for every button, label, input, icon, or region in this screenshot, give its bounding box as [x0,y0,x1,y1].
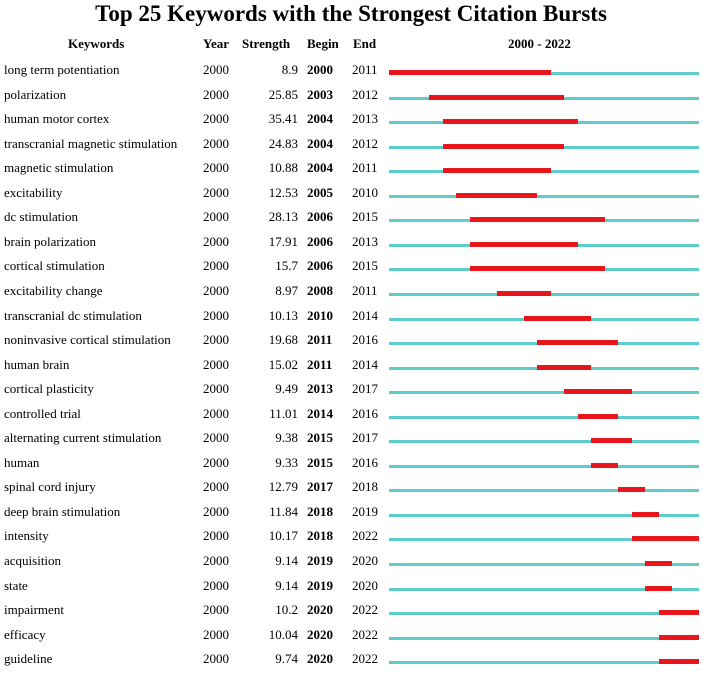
end-cell: 2011 [352,62,378,77]
table-row [0,111,702,135]
strength-cell: 15.02 [268,356,298,372]
begin-cell: 2006 [307,233,333,249]
table-row [0,209,702,233]
timeline-line [389,146,699,149]
keyword-cell: transcranial magnetic stimulation [4,135,178,151]
keyword-cell: dc stimulation [4,209,79,225]
timeline-line [389,465,699,468]
strength-cell: 8.9 [281,62,298,77]
end-cell: 2013 [352,111,378,127]
header-strength: Strength [242,36,291,51]
begin-cell: 2018 [307,528,333,544]
burst-bar [470,242,578,247]
burst-bar [659,659,699,664]
timeline-line [389,416,699,419]
timeline-line [389,514,699,517]
year-cell: 2000 [203,479,229,495]
year-cell: 2000 [203,209,229,225]
burst-bar [659,610,699,615]
table-row [0,406,702,430]
year-cell: 2000 [203,282,229,298]
end-cell: 2022 [352,602,378,618]
burst-bar [456,193,537,198]
keyword-cell: human motor cortex [4,111,110,127]
table-row [0,258,702,282]
burst-bar [470,266,605,271]
year-cell: 2000 [203,626,229,642]
timeline-line [389,121,699,124]
year-cell: 2000 [203,258,229,274]
keyword-cell: acquisition [4,553,62,568]
year-cell: 2000 [203,111,229,127]
end-cell: 2016 [352,405,378,421]
begin-cell: 2014 [307,405,333,421]
timeline-line [389,612,699,615]
table-row [0,160,702,184]
year-cell: 2000 [203,553,229,568]
end-cell: 2020 [352,553,378,568]
table-row [0,479,702,503]
strength-cell: 15.7 [275,258,298,274]
burst-bar [591,463,618,468]
begin-cell: 2004 [307,160,333,176]
keyword-cell: alternating current stimulation [4,430,162,446]
table-row [0,234,702,258]
end-cell: 2010 [352,184,378,200]
year-cell: 2000 [203,307,229,323]
strength-cell: 12.53 [268,184,298,200]
end-cell: 2022 [352,651,378,667]
begin-cell: 2020 [307,602,333,618]
timeline-line [389,563,699,566]
begin-cell: 2013 [307,381,333,397]
burst-bar [389,70,551,75]
header-keywords: Keywords [68,36,125,51]
timeline-line [389,195,699,198]
begin-cell: 2000 [307,62,333,77]
header-end: End [353,36,377,51]
end-cell: 2017 [352,430,378,446]
table-row [0,185,702,209]
header-begin: Begin [307,36,339,51]
begin-cell: 2005 [307,184,333,200]
begin-cell: 2020 [307,626,333,642]
end-cell: 2013 [352,233,378,249]
end-cell: 2012 [352,135,378,151]
keyword-cell: controlled trial [4,405,81,421]
timeline-line [389,588,699,591]
strength-cell: 10.88 [268,160,298,176]
end-cell: 2020 [352,577,378,593]
year-cell: 2000 [203,651,229,667]
end-cell: 2017 [352,381,378,397]
burst-bar [632,512,659,517]
timeline-line [389,293,699,296]
burst-bar [632,536,699,541]
strength-cell: 28.13 [268,209,298,225]
timeline-line [389,440,699,443]
year-cell: 2000 [203,86,229,102]
end-cell: 2011 [352,282,378,298]
burst-bar [497,291,551,296]
strength-cell: 9.14 [275,553,298,568]
year-cell: 2000 [203,332,229,348]
keyword-cell: transcranial dc stimulation [4,307,142,323]
burst-bar [537,340,618,345]
year-cell: 2000 [203,405,229,421]
end-cell: 2018 [352,479,378,495]
table-row [0,627,702,651]
begin-cell: 2008 [307,282,333,298]
begin-cell: 2004 [307,111,333,127]
strength-cell: 8.97 [275,282,298,298]
year-cell: 2000 [203,454,229,470]
burst-bar [564,389,631,394]
burst-bar [645,561,672,566]
end-cell: 2011 [352,160,378,176]
burst-bar [537,365,591,370]
end-cell: 2022 [352,626,378,642]
begin-cell: 2004 [307,135,333,151]
timeline-line [389,97,699,100]
table-row [0,283,702,307]
strength-cell: 9.74 [275,651,298,667]
strength-cell: 12.79 [268,479,298,495]
year-cell: 2000 [203,62,229,77]
timeline-line [389,219,699,222]
timeline-line [389,367,699,370]
keyword-cell: intensity [4,528,49,544]
strength-cell: 9.33 [275,454,298,470]
keyword-cell: excitability change [4,282,103,298]
begin-cell: 2015 [307,454,333,470]
timeline-line [389,637,699,640]
timeline-line [389,72,699,75]
end-cell: 2012 [352,86,378,102]
strength-cell: 11.84 [269,503,298,519]
year-cell: 2000 [203,135,229,151]
table-row [0,332,702,356]
year-cell: 2000 [203,430,229,446]
end-cell: 2014 [352,307,378,323]
timeline-line [389,342,699,345]
end-cell: 2015 [352,209,378,225]
timeline-line [389,489,699,492]
year-cell: 2000 [203,577,229,593]
keyword-cell: cortical plasticity [4,381,94,397]
timeline-line [389,244,699,247]
keyword-cell: efficacy [4,626,46,642]
timeline-line [389,170,699,173]
strength-cell: 11.01 [269,405,298,421]
strength-cell: 17.91 [268,233,298,249]
begin-cell: 2011 [307,332,333,348]
begin-cell: 2011 [307,356,333,372]
burst-bar [470,217,605,222]
strength-cell: 25.85 [268,86,298,102]
end-cell: 2022 [352,528,378,544]
year-cell: 2000 [203,602,229,618]
begin-cell: 2020 [307,651,333,667]
end-cell: 2016 [352,454,378,470]
keyword-cell: noninvasive cortical stimulation [4,332,171,348]
strength-cell: 9.49 [275,381,298,397]
strength-cell: 35.41 [268,111,298,127]
timeline-line [389,391,699,394]
begin-cell: 2015 [307,430,333,446]
burst-bar [618,487,645,492]
keyword-cell: guideline [4,651,53,667]
strength-cell: 24.83 [268,135,298,151]
year-cell: 2000 [203,233,229,249]
table-row [0,578,702,602]
strength-cell: 9.38 [275,430,298,446]
strength-cell: 10.13 [268,307,298,323]
timeline-line [389,538,699,541]
burst-bar [578,414,618,419]
year-cell: 2000 [203,503,229,519]
begin-cell: 2019 [307,577,333,593]
table-row [0,430,702,454]
timeline-line [389,661,699,664]
table-row [0,504,702,528]
burst-bar [645,586,672,591]
year-cell: 2000 [203,528,229,544]
table-row [0,357,702,381]
burst-bar [429,95,564,100]
year-cell: 2000 [203,184,229,200]
begin-cell: 2003 [307,86,333,102]
year-cell: 2000 [203,381,229,397]
year-cell: 2000 [203,160,229,176]
burst-bar [591,438,631,443]
begin-cell: 2019 [307,553,333,568]
timeline-line [389,318,699,321]
keyword-cell: human brain [4,356,70,372]
keyword-cell: impairment [4,602,64,618]
strength-cell: 9.14 [275,577,298,593]
header-year: Year [203,36,229,51]
burst-bar [443,168,551,173]
burst-bar [443,144,564,149]
strength-cell: 10.17 [268,528,298,544]
burst-bar [524,316,591,321]
begin-cell: 2006 [307,209,333,225]
burst-bar [443,119,578,124]
keyword-cell: spinal cord injury [4,479,96,495]
table-row [0,553,702,577]
timeline-line [389,268,699,271]
strength-cell: 10.2 [275,602,298,618]
end-cell: 2015 [352,258,378,274]
keyword-cell: excitability [4,184,63,200]
table-row [0,455,702,479]
table-row [0,308,702,332]
keyword-cell: cortical stimulation [4,258,105,274]
begin-cell: 2017 [307,479,333,495]
table-row [0,528,702,552]
strength-cell: 10.04 [268,626,298,642]
end-cell: 2014 [352,356,378,372]
keyword-cell: magnetic stimulation [4,160,114,176]
strength-cell: 19.68 [268,332,298,348]
keyword-cell: long term potentiation [4,62,120,77]
header-timeline: 2000 - 2022 [508,36,571,51]
table-row [0,602,702,626]
table-row [0,136,702,160]
end-cell: 2019 [352,503,378,519]
keyword-cell: human [4,454,40,470]
year-cell: 2000 [203,356,229,372]
table-row [0,651,702,675]
table-row [0,87,702,111]
table-row [0,381,702,405]
begin-cell: 2006 [307,258,333,274]
burst-bar [659,635,699,640]
end-cell: 2016 [352,332,378,348]
begin-cell: 2018 [307,503,333,519]
chart-title: Top 25 Keywords with the Strongest Citation Bursts [95,1,607,26]
keyword-cell: state [4,577,28,593]
keyword-cell: deep brain stimulation [4,503,121,519]
keyword-cell: polarization [4,86,67,102]
table-row [0,62,702,86]
begin-cell: 2010 [307,307,333,323]
keyword-cell: brain polarization [4,233,97,249]
